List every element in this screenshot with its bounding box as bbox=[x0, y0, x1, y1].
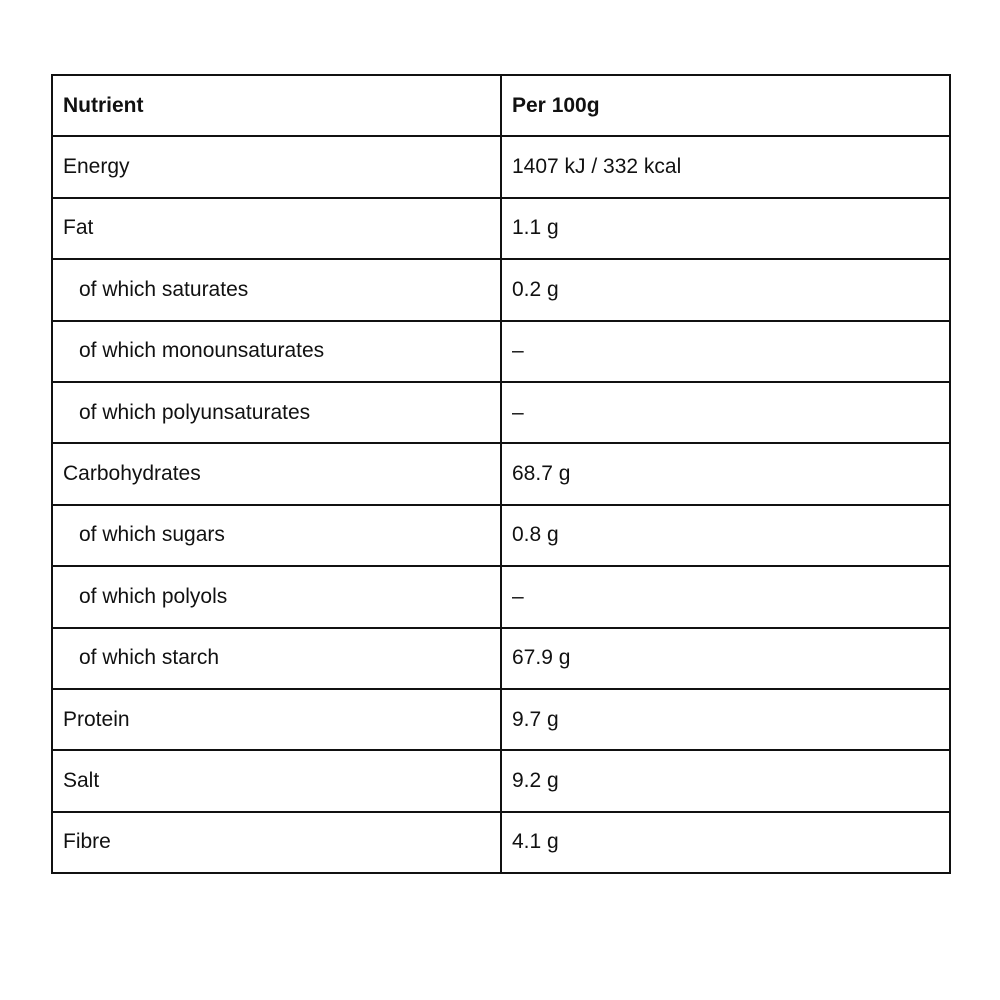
table-row-energy bbox=[52, 136, 950, 197]
nutrient-label: Carbohydrates bbox=[52, 443, 501, 504]
header-per-100g: Per 100g bbox=[501, 75, 950, 136]
nutrient-label: of which sugars bbox=[52, 505, 501, 566]
table-row-polyols bbox=[52, 566, 950, 627]
header-nutrient: Nutrient bbox=[52, 75, 501, 136]
nutrient-value: 1.1 g bbox=[501, 198, 950, 259]
nutrient-label: Salt bbox=[52, 750, 501, 811]
nutrient-label: of which saturates bbox=[52, 259, 501, 320]
nutrient-label: Fat bbox=[52, 198, 501, 259]
table-row-protein bbox=[52, 689, 950, 750]
nutrient-value: 9.7 g bbox=[501, 689, 950, 750]
table-row-carbohydrates bbox=[52, 443, 950, 504]
nutrient-value: – bbox=[501, 321, 950, 382]
nutrient-label: of which starch bbox=[52, 628, 501, 689]
nutrient-value: 67.9 g bbox=[501, 628, 950, 689]
nutrient-value: 68.7 g bbox=[501, 443, 950, 504]
nutrient-label: of which polyols bbox=[52, 566, 501, 627]
table-header-row bbox=[52, 75, 950, 136]
nutrient-value: 0.2 g bbox=[501, 259, 950, 320]
table-row-starch bbox=[52, 628, 950, 689]
nutrient-label: Energy bbox=[52, 136, 501, 197]
table-row-fat bbox=[52, 198, 950, 259]
nutrient-value: – bbox=[501, 566, 950, 627]
nutrient-label: of which polyunsaturates bbox=[52, 382, 501, 443]
nutrient-value: 0.8 g bbox=[501, 505, 950, 566]
nutrient-value: 9.2 g bbox=[501, 750, 950, 811]
nutrient-label: of which monounsaturates bbox=[52, 321, 501, 382]
nutrient-value: – bbox=[501, 382, 950, 443]
nutrient-label: Protein bbox=[52, 689, 501, 750]
table-row-monounsaturates bbox=[52, 321, 950, 382]
table-row-saturates bbox=[52, 259, 950, 320]
table-row-sugars bbox=[52, 505, 950, 566]
nutrition-table bbox=[51, 74, 951, 874]
nutrient-value: 4.1 g bbox=[501, 812, 950, 873]
nutrient-label: Fibre bbox=[52, 812, 501, 873]
table-row-polyunsaturates bbox=[52, 382, 950, 443]
nutrient-value: 1407 kJ / 332 kcal bbox=[501, 136, 950, 197]
table-row-salt bbox=[52, 750, 950, 811]
table-row-fibre bbox=[52, 812, 950, 873]
